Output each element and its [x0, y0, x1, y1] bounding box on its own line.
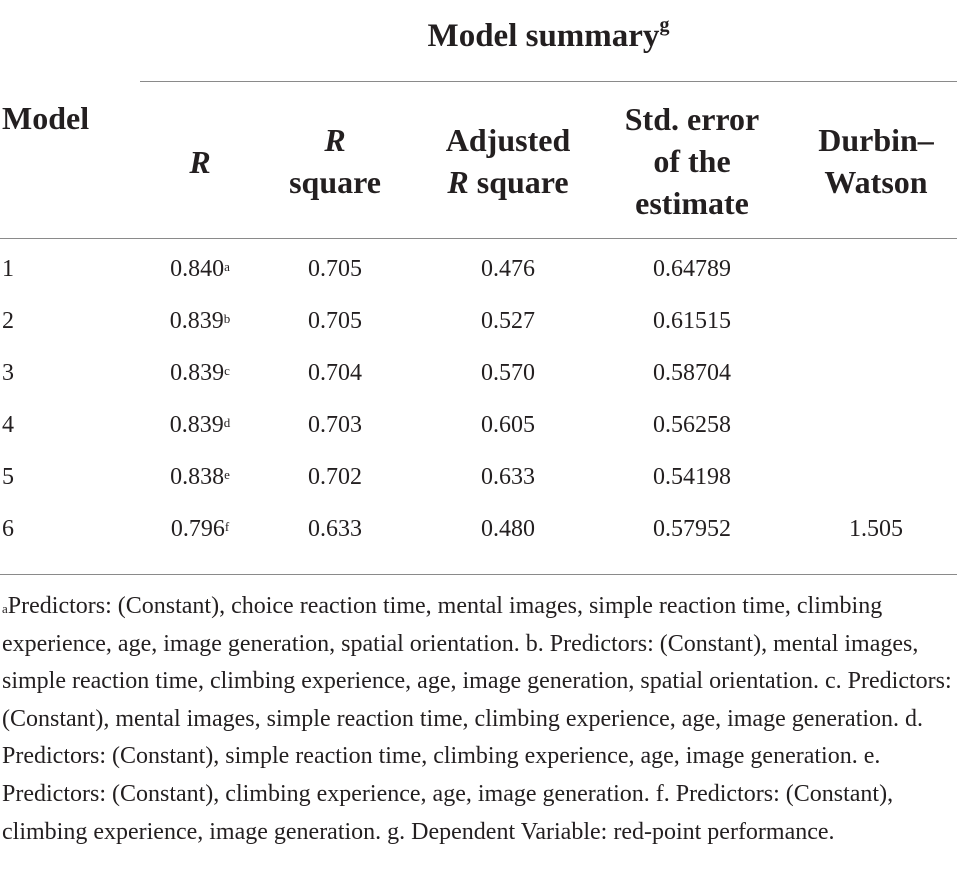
r-value-text: 0.839	[169, 412, 224, 438]
r-header-text: R	[189, 144, 211, 180]
adjusted-header-italic: R	[447, 164, 469, 200]
model-column-header: Model	[2, 100, 90, 136]
table-title-footnote-mark: g	[659, 14, 670, 36]
std-error-column-header	[602, 98, 782, 224]
r-footnote-mark: e	[224, 467, 230, 482]
adjusted-r-square-value: 0.570	[481, 360, 535, 386]
adjusted-header-line1: Adjusted	[445, 122, 571, 158]
durbin-watson-value: 1.505	[849, 516, 903, 542]
r-value	[150, 254, 250, 284]
std-error-header-line3: estimate	[635, 185, 749, 221]
row-model-number: 1	[2, 256, 14, 282]
table-footnote	[2, 588, 952, 851]
adjusted-r-square-value: 0.476	[481, 256, 535, 282]
adjusted-r-square-value: 0.480	[481, 516, 535, 542]
r-footnote-mark: a	[224, 259, 230, 274]
adjusted-column-header	[422, 119, 594, 203]
r-value	[150, 410, 250, 440]
std-error-value: 0.58704	[653, 360, 731, 386]
footnote-text: Predictors: (Constant), choice reaction time, mental images, simple reaction time, climbing experience, age, image generation, spatial orientation. b. Predictors: (Constant), mental images, simple reaction time, climbing experience, age, image generation, spatial orientation. c. Predictors: (Constant), mental images, simple reaction time, climbing experience, age, image generation. d. Predictors: (Constant), simple reaction time, climbing experience, age, image generation. e. Predictors: (Constant), climbing experience, age, image generation. f. Predictors: (Constant), climbing experience, image generation. g. Dependent Variable: red-point performance.	[2, 593, 952, 845]
r-square-value: 0.703	[308, 412, 362, 438]
r-square-column-header	[265, 119, 405, 203]
r-value	[150, 306, 250, 336]
std-error-value: 0.56258	[653, 412, 731, 438]
r-square-value: 0.702	[308, 464, 362, 490]
table-title-text: Model summary	[427, 18, 660, 54]
footnote-mark: a	[2, 601, 8, 616]
durbin-watson-column-header	[795, 119, 957, 203]
adjusted-r-square-value: 0.605	[481, 412, 535, 438]
std-error-header-line1: Std. error	[624, 101, 760, 137]
std-error-value: 0.64789	[653, 256, 731, 282]
std-error-value: 0.54198	[653, 464, 731, 490]
table-title	[140, 14, 957, 55]
r-value	[150, 462, 250, 492]
adjusted-r-square-value: 0.527	[481, 308, 535, 334]
durbin-header-line2: Watson	[824, 164, 928, 200]
row-model-number: 5	[2, 464, 14, 490]
r-square-value: 0.704	[308, 360, 362, 386]
header-rule	[0, 238, 957, 239]
r-square-value: 0.705	[308, 308, 362, 334]
std-error-header-line2: of the	[653, 143, 731, 179]
r-footnote-mark: f	[224, 519, 230, 534]
r-value-text: 0.839	[170, 360, 225, 386]
r-footnote-mark: c	[224, 363, 230, 378]
r-footnote-mark: d	[223, 415, 231, 430]
durbin-header-line1: Durbin–	[818, 122, 934, 158]
r-value-text: 0.796	[170, 516, 225, 542]
r-value-text: 0.839	[169, 308, 224, 334]
row-model-number: 6	[2, 516, 14, 542]
r-value-text: 0.840	[170, 256, 225, 282]
r-square-value: 0.633	[308, 516, 362, 542]
r-footnote-mark: b	[223, 311, 231, 326]
title-rule	[140, 81, 957, 82]
row-model-number: 4	[2, 412, 14, 438]
r-square-value: 0.705	[308, 256, 362, 282]
row-model-number: 3	[2, 360, 14, 386]
r-value	[150, 514, 250, 544]
row-model-number: 2	[2, 308, 14, 334]
r-value	[150, 358, 250, 388]
std-error-value: 0.61515	[653, 308, 731, 334]
r-column-header	[150, 141, 250, 183]
r-value-text: 0.838	[170, 464, 225, 490]
adjusted-r-square-value: 0.633	[481, 464, 535, 490]
std-error-value: 0.57952	[653, 516, 731, 542]
bottom-rule	[0, 574, 957, 575]
r-square-header-italic: R	[324, 122, 346, 158]
r-square-header-text: square	[289, 164, 381, 200]
adjusted-header-text: square	[476, 164, 569, 200]
